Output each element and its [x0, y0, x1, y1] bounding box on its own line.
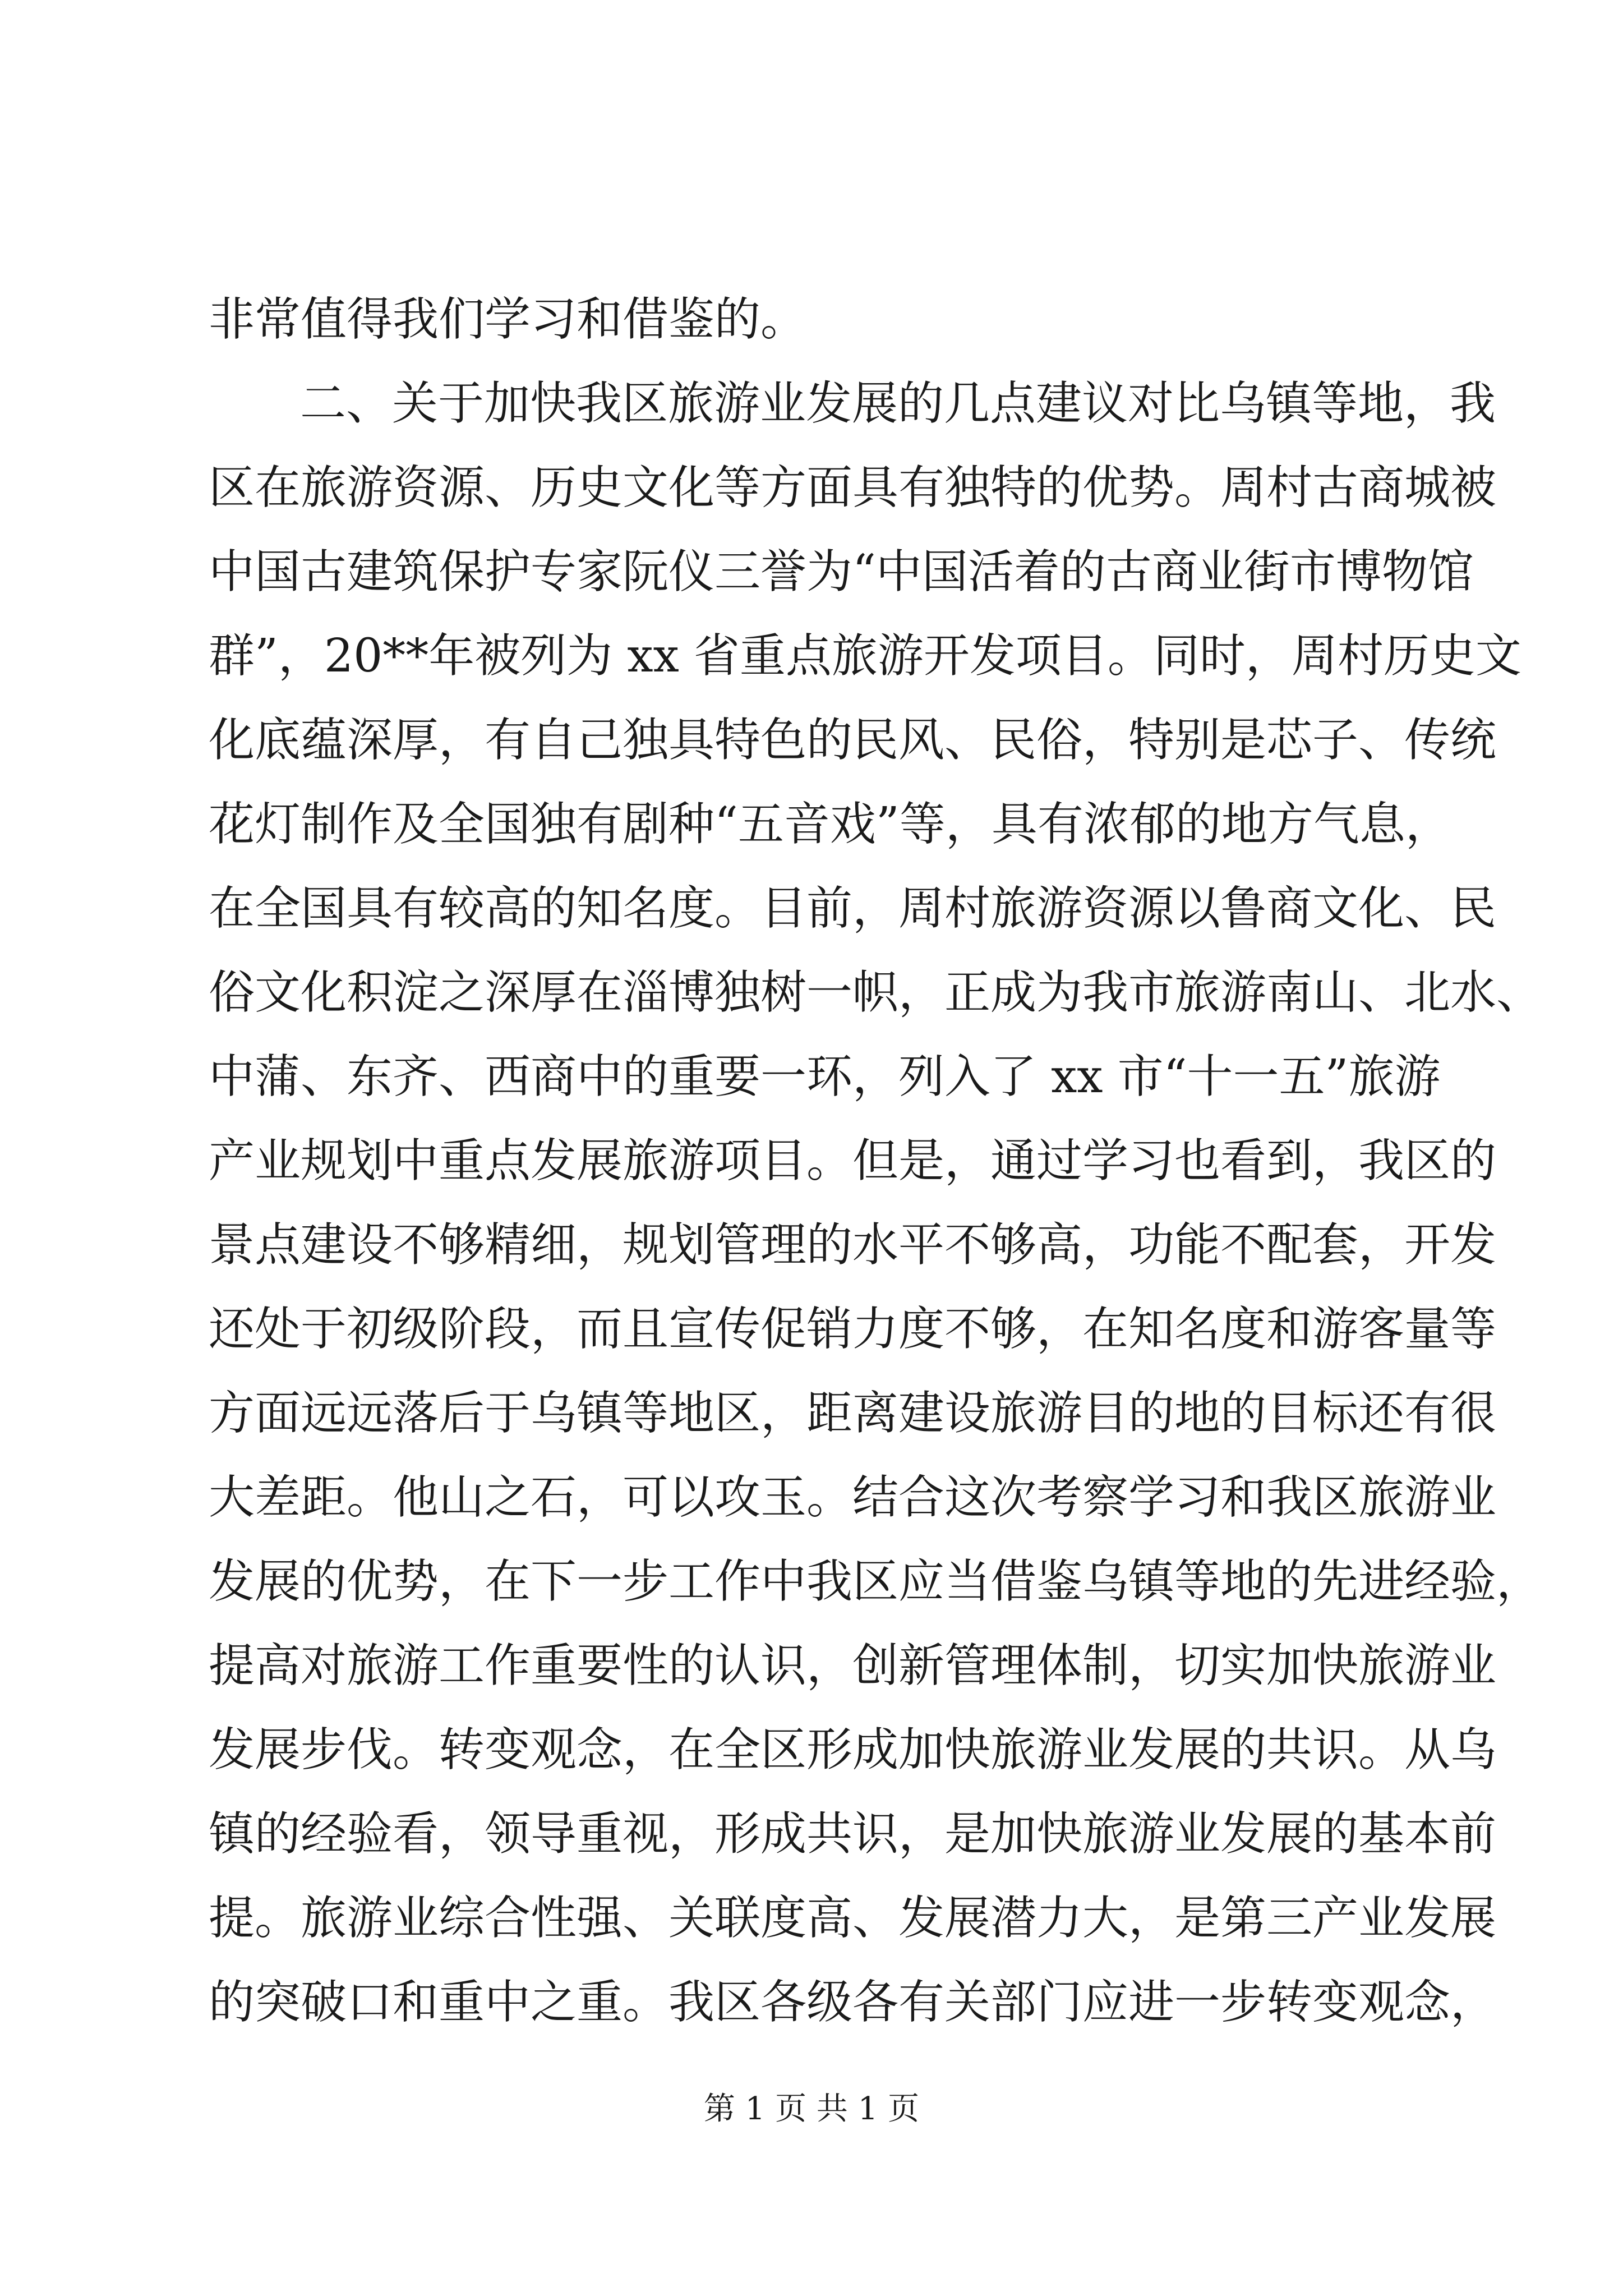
body-text-line: 还处于初级阶段，而且宣传促销力度不够，在知名度和游客量等 [209, 1303, 1497, 1356]
body-text-line: 花灯制作及全国独有剧种“五音戏”等，具有浓郁的地方气息， [209, 798, 1451, 851]
body-text-line: 大差距。他山之石，可以攻玉。结合这次考察学习和我区旅游业 [209, 1471, 1497, 1524]
body-text-line: 景点建设不够精细，规划管理的水平不够高，功能不配套，开发 [209, 1218, 1497, 1272]
body-text-line: 化底蕴深厚，有自己独具特色的民风、民俗，特别是芯子、传统 [209, 714, 1497, 767]
body-text-line: 方面远远落后于乌镇等地区，距离建设旅游目的地的目标还有很 [209, 1387, 1497, 1440]
body-text-line: 发展步伐。转变观念，在全区形成加快旅游业发展的共识。从乌 [209, 1723, 1497, 1777]
body-text-line: 中蒲、东齐、西商中的重要一环，列入了 xx 市“十一五”旅游 [209, 1050, 1441, 1103]
body-text-line: 区在旅游资源、历史文化等方面具有独特的优势。周村古商城被 [209, 461, 1497, 514]
body-text-line: 俗文化积淀之深厚在淄博独树一帜，正成为我市旅游南山、北水、 [209, 966, 1543, 1019]
body-text-line: 非常值得我们学习和借鉴的。 [209, 293, 807, 346]
body-text-line: 中国古建筑保护专家阮仪三誉为“中国活着的古商业街市博物馆 [209, 545, 1474, 599]
body-text-line: 群”，20**年被列为 xx 省重点旅游开发项目。同时，周村历史文 [209, 629, 1521, 683]
paragraph-first-line: 二、关于加快我区旅游业发展的几点建议对比乌镇等地，我 [300, 377, 1496, 430]
body-text-line: 的突破口和重中之重。我区各级各有关部门应进一步转变观念， [209, 1976, 1497, 2029]
page-footer: 第 1 页 共 1 页 [703, 2091, 920, 2127]
body-text-line: 提。旅游业综合性强、关联度高、发展潜力大，是第三产业发展 [209, 1892, 1497, 1945]
body-text-line: 在全国具有较高的知名度。目前，周村旅游资源以鲁商文化、民 [209, 882, 1497, 935]
body-text-line: 镇的经验看，领导重视，形成共识，是加快旅游业发展的基本前 [209, 1807, 1497, 1861]
body-text-line: 产业规划中重点发展旅游项目。但是，通过学习也看到，我区的 [209, 1134, 1497, 1188]
body-text-line: 发展的优势，在下一步工作中我区应当借鉴乌镇等地的先进经验， [209, 1555, 1543, 1608]
body-text-line: 提高对旅游工作重要性的认识，创新管理体制，切实加快旅游业 [209, 1639, 1497, 1692]
